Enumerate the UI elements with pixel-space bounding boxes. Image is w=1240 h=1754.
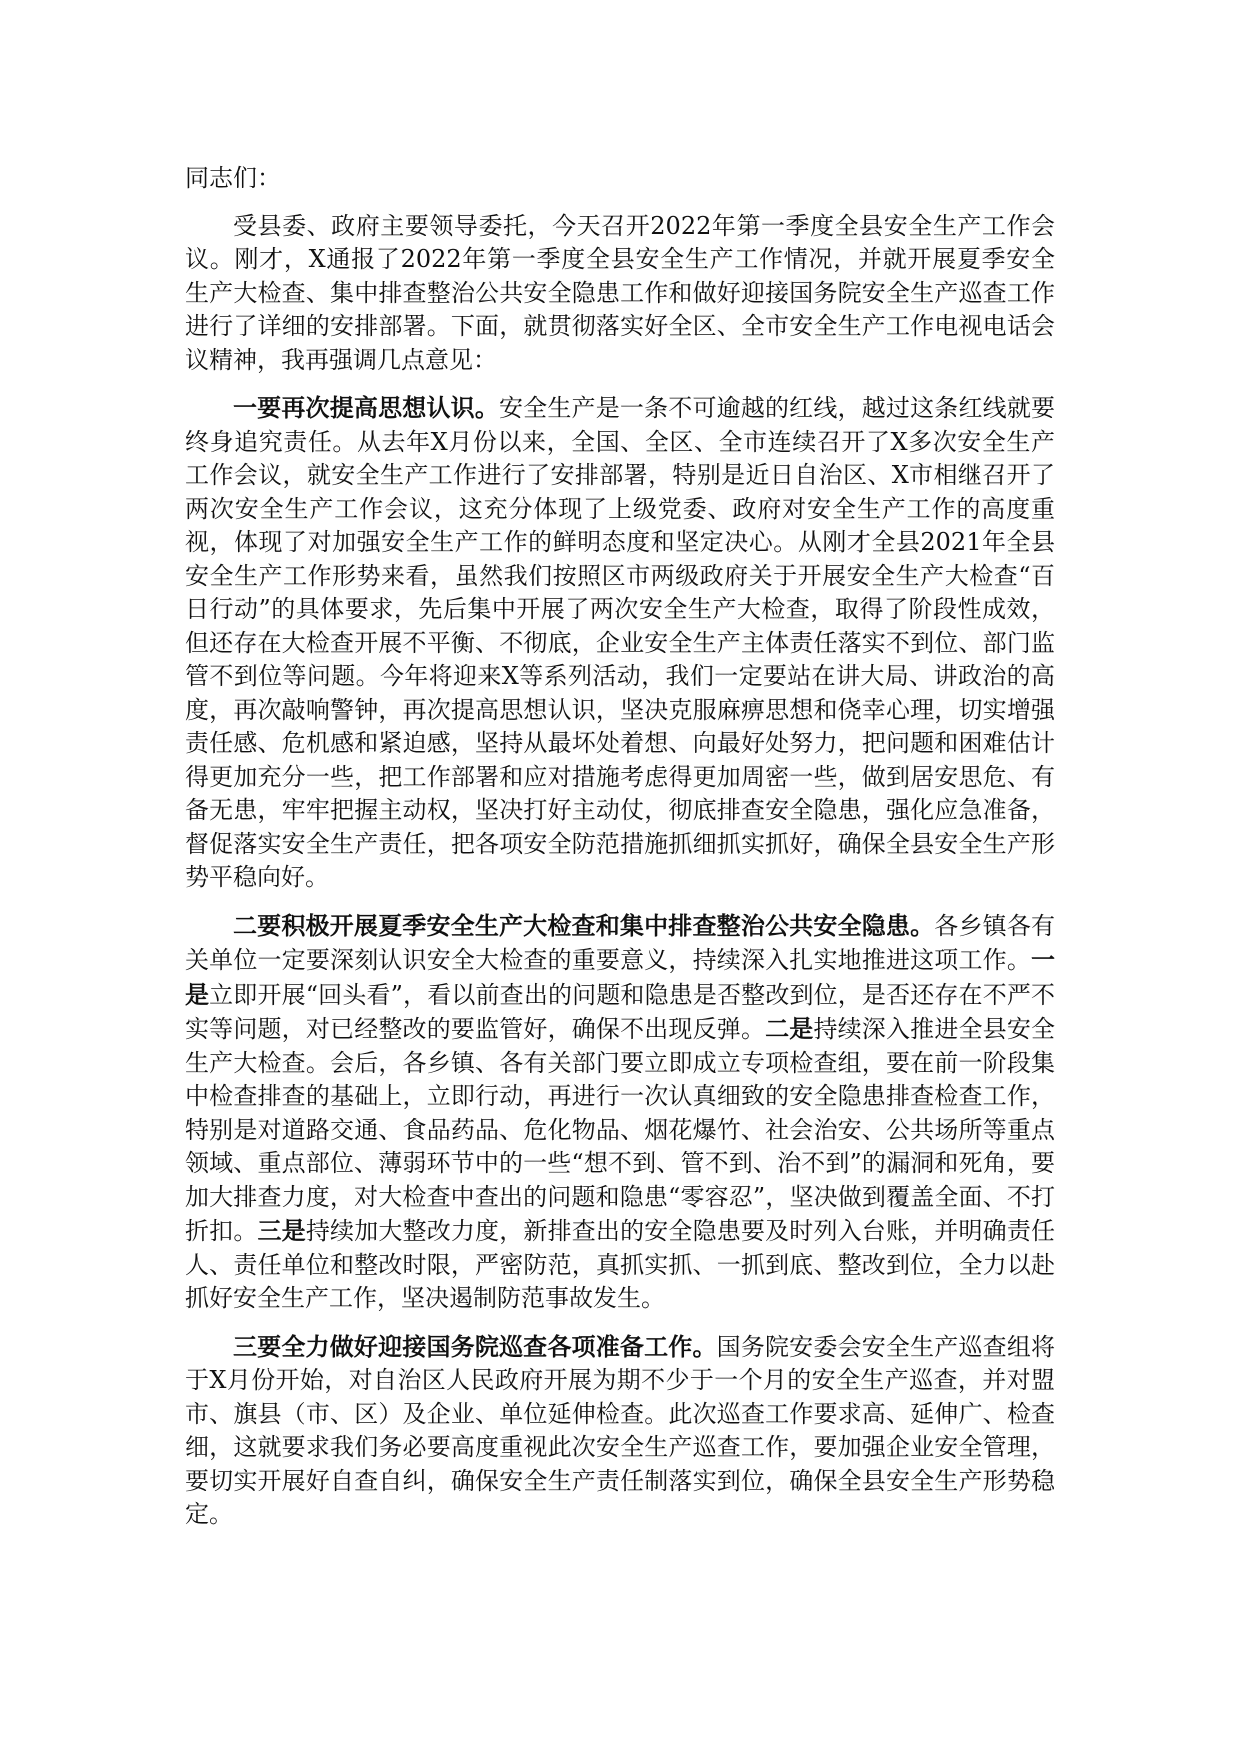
point-2-body-1: 各乡镇各有关单位一定要深刻认识安全大检查的重要意义，持续深入扎实地推进这项工作。 xyxy=(185,911,1056,974)
point-2-body-4: 持续加大整改力度，新排查出的安全隐患要及时列入台账，并明确责任人、责任单位和整改时限，严密防范，真抓实抓、一抓到底、整改到位，全力以赴抓好安全生产工作，坚决遏制防范事故发生。 xyxy=(185,1217,1055,1312)
point-2-paragraph xyxy=(185,909,1055,1316)
point-2-body-2: 立即开展“回头看”，看以前查出的问题和隐患是否整改到位，是否还存在不严不实等问题，对已经整改的要监管好，确保不出现反弹。 xyxy=(185,980,1055,1043)
point-3-paragraph xyxy=(185,1330,1055,1532)
intro-paragraph: 受县委、政府主要领导委托，今天召开2022年第一季度全县安全生产工作会议。刚才，X通报了2022年第一季度全县安全生产工作情况，并就开展夏季安全生产大检查、集中排查整治公共安全隐患工作和做好迎接国务院安全生产巡查工作进行了详细的安排部署。下面，就贯彻落实好全区、全市安全生产工作电视电话会议精神，我再强调几点意见： xyxy=(185,211,1055,374)
point-3-body: 国务院安委会安全生产巡查组将于X月份开始，对自治区人民政府开展为期不少于一个月的安全生产巡查，并对盟市、旗县（市、区）及企业、单位延伸检查。此次巡查工作要求高、延伸广、检查细，这就要求我们务必要高度重视此次安全生产巡查工作，要加强企业安全管理，要切实开展好自查自纠，确保安全生产责任制落实到位，确保全县安全生产形势稳定。 xyxy=(185,1332,1056,1528)
point-1-heading: 一要再次提高思想认识。 xyxy=(233,393,499,422)
point-2-label-1: 一是 xyxy=(185,945,1055,1009)
salutation: 同志们： xyxy=(185,164,281,192)
point-2-label-2: 二是 xyxy=(765,1014,814,1043)
point-3-heading: 三要全力做好迎接国务院巡查各项准备工作。 xyxy=(233,1331,717,1361)
point-1-paragraph xyxy=(185,391,1055,895)
point-1-body: 安全生产是一条不可逾越的红线，越过这条红线就要终身追究责任。从去年X月份以来，全国、全区、全市连续召开了X多次安全生产工作会议，就安全生产工作进行了安排部署，特别是近日自治区、X市相继召开了两次安全生产工作会议，这充分体现了上级党委、政府对安全生产工作的高度重视，体现了对加强安全生产工作的鲜明态度和坚定决心。从刚才全县2021年全县安全生产工作形势来看，虽然我们按照区市两级政府关于开展安全生产大检查“百日行动”的具体要求，先后集中开展了两次安全生产大检查，取得了阶段性成效，但还存在大检查开展不平衡、不彻底，企业安全生产主体责任落实不到位、部门监管不到位等问题。今年将迎来X等系列活动，我们一定要站在讲大局、讲政治的高度，再次敲响警钟，再次提高思想认识，坚决克服麻痹思想和侥幸心理，切实增强责任感、危机感和紧迫感，坚持从最坏处着想、向最好处努力，把问题和困难估计得更加充分一些，把工作部署和应对措施考虑得更加周密一些，做到居安思危、有备无患，牢牢把握主动权，坚决打好主动仗，彻底排查安全隐患，强化应急准备，督促落实安全生产责任，把各项安全防范措施抓细抓实抓好，确保全县安全生产形势平稳向好。 xyxy=(185,394,1055,891)
point-2-label-3: 三是 xyxy=(257,1216,306,1245)
point-2-heading: 二要积极开展夏季安全生产大检查和集中排查整治公共安全隐患。 xyxy=(233,910,935,940)
document-body xyxy=(185,162,1055,1546)
point-2-body-3: 持续深入推进全县安全生产大检查。会后，各乡镇、各有关部门要立即成立专项检查组，要在前一阶段集中检查排查的基础上，立即行动，再进行一次认真细致的安全隐患排查检查工作，特别是对道路交通、食品药品、危化物品、烟花爆竹、社会治安、公共场所等重点领域、重点部位、薄弱环节中的一些“想不到、管不到、治不到”的漏洞和死角，要加大排查力度，对大检查中查出的问题和隐患“零容忍”，坚决做到覆盖全面、不打折扣。 xyxy=(185,1015,1056,1245)
